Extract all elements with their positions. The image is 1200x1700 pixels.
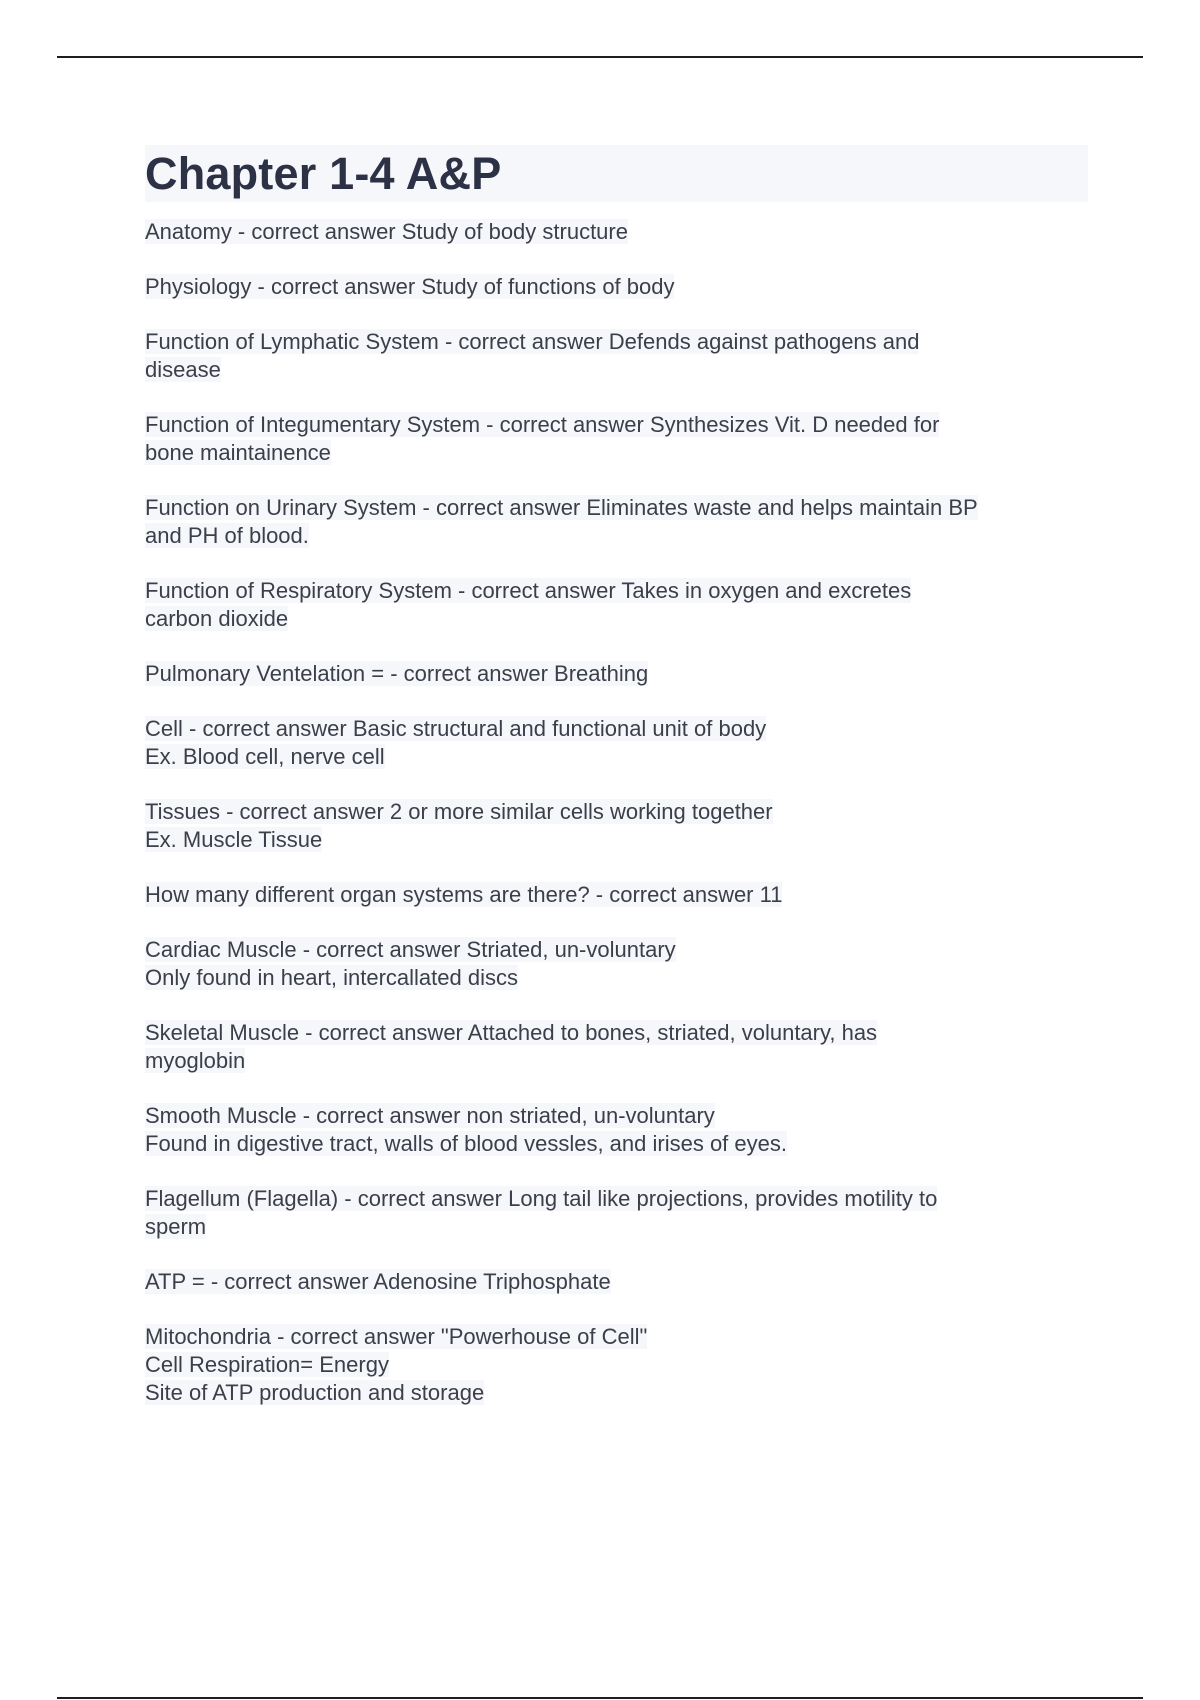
entry-line: carbon dioxide (145, 606, 289, 631)
entry-line: Tissues - correct answer 2 or more similar cells working together (145, 799, 773, 824)
entry-line: bone maintainence (145, 440, 331, 465)
entry-line: Mitochondria - correct answer "Powerhouse of Cell" (145, 1324, 648, 1349)
document-body (145, 145, 1090, 1434)
list-item (145, 1323, 1090, 1407)
list-item (145, 715, 1090, 771)
entry-line: Function of Integumentary System - correct answer Synthesizes Vit. D needed for (145, 412, 940, 437)
list-item (145, 881, 1090, 909)
list-item (145, 411, 1090, 467)
entry-line: Found in digestive tract, walls of blood vessles, and irises of eyes. (145, 1131, 787, 1156)
entry-line: Function on Urinary System - correct answer Eliminates waste and helps maintain BP (145, 495, 978, 520)
entry-line: Smooth Muscle - correct answer non striated, un-voluntary (145, 1103, 715, 1128)
entry-line: sperm (145, 1214, 207, 1239)
entry-line: Function of Lymphatic System - correct answer Defends against pathogens and (145, 329, 920, 354)
top-divider (57, 56, 1143, 58)
entry-line: Only found in heart, intercallated discs (145, 965, 518, 990)
entry-line: Function of Respiratory System - correct answer Takes in oxygen and excretes (145, 578, 912, 603)
bottom-divider (57, 1697, 1143, 1699)
entry-line: Anatomy - correct answer Study of body structure (145, 219, 628, 244)
entry-line: myoglobin (145, 1048, 246, 1073)
list-item (145, 1102, 1090, 1158)
entry-line: ATP = - correct answer Adenosine Triphosphate (145, 1269, 611, 1294)
entry-line: Site of ATP production and storage (145, 1380, 485, 1405)
title-block (145, 145, 1088, 202)
page-title: Chapter 1-4 A&P (145, 147, 502, 199)
list-item (145, 328, 1090, 384)
list-item (145, 577, 1090, 633)
entry-line: Ex. Blood cell, nerve cell (145, 744, 385, 769)
entry-line: disease (145, 357, 221, 382)
list-item (145, 273, 1090, 301)
list-item (145, 798, 1090, 854)
entry-line: Cardiac Muscle - correct answer Striated, un-voluntary (145, 937, 676, 962)
entry-line: How many different organ systems are there? - correct answer 11 (145, 882, 783, 907)
list-item (145, 1019, 1090, 1075)
entry-line: Flagellum (Flagella) - correct answer Long tail like projections, provides motility to (145, 1186, 938, 1211)
entry-line: and PH of blood. (145, 523, 309, 548)
entry-line: Cell - correct answer Basic structural and functional unit of body (145, 716, 767, 741)
list-item (145, 1185, 1090, 1241)
list-item (145, 936, 1090, 992)
list-item (145, 218, 1090, 246)
flashcard-list (145, 218, 1090, 1434)
entry-line: Ex. Muscle Tissue (145, 827, 323, 852)
list-item (145, 660, 1090, 688)
entry-line: Pulmonary Ventelation = - correct answer Breathing (145, 661, 649, 686)
list-item (145, 1268, 1090, 1296)
entry-line: Physiology - correct answer Study of functions of body (145, 274, 675, 299)
entry-line: Cell Respiration= Energy (145, 1352, 389, 1377)
entry-line: Skeletal Muscle - correct answer Attached to bones, striated, voluntary, has (145, 1020, 878, 1045)
list-item (145, 494, 1090, 550)
